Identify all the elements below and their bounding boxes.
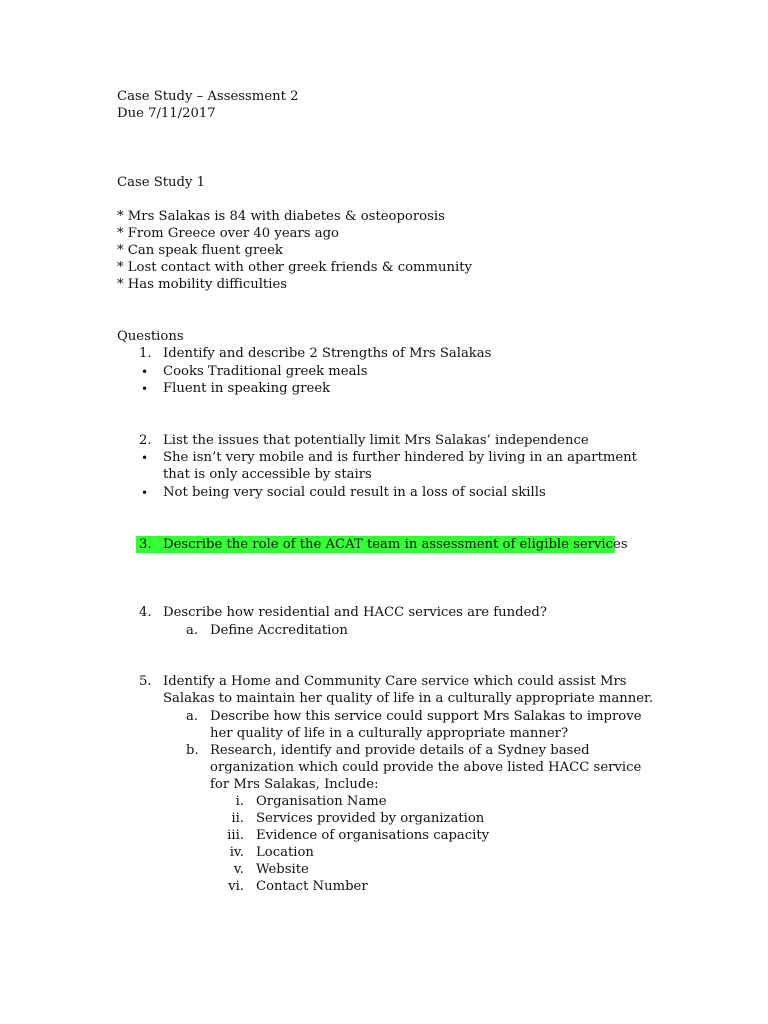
question-text: List the issues that potentially limit Mrs Salakas’ independence — [163, 433, 589, 448]
question-number: 3. — [139, 537, 152, 552]
answer-item: Fluent in speaking greek — [163, 381, 331, 396]
roman-item: Contact Number — [256, 879, 368, 894]
sub-question-text: Define Accreditation — [210, 623, 348, 638]
bullet-icon: • — [141, 382, 149, 396]
sub-question-text: organization which could provide the above listed HACC service — [210, 760, 642, 775]
case-fact: * Can speak fluent greek — [117, 243, 283, 258]
question-text: Identify a Home and Community Care service which could assist Mrs — [163, 674, 627, 689]
question-text: Salakas to maintain her quality of life in a culturally appropriate manner. — [163, 691, 654, 706]
questions-heading: Questions — [117, 329, 184, 344]
case-fact: * Mrs Salakas is 84 with diabetes & osteoporosis — [117, 209, 445, 224]
answer-item-continued: that is only accessible by stairs — [163, 467, 372, 482]
question-text: Identify and describe 2 Strengths of Mrs Salakas — [163, 346, 492, 361]
roman-item: Website — [256, 862, 309, 877]
roman-item: Services provided by organization — [256, 811, 485, 826]
question-number: 4. — [139, 605, 152, 620]
question-number: 1. — [139, 346, 152, 361]
roman-label: i. — [235, 794, 244, 809]
sub-question-label: a. — [186, 623, 199, 638]
answer-item: She isn’t very mobile and is further hindered by living in an apartment — [163, 450, 637, 465]
document-title: Case Study – Assessment 2 — [117, 89, 299, 104]
sub-question-text: Describe how this service could support Mrs Salakas to improve — [210, 709, 642, 724]
question-text-highlighted: Describe the role of the ACAT team in assessment of eligible services — [163, 537, 628, 552]
answer-item: Cooks Traditional greek meals — [163, 364, 368, 379]
bullet-icon: • — [141, 451, 149, 465]
case-study-heading: Case Study 1 — [117, 175, 206, 190]
roman-label: iii. — [227, 828, 244, 843]
question-number: 2. — [139, 433, 152, 448]
sub-question-label: a. — [186, 709, 199, 724]
case-fact: * Has mobility difficulties — [117, 277, 288, 292]
sub-question-text: for Mrs Salakas, Include: — [210, 777, 379, 792]
roman-item: Organisation Name — [256, 794, 387, 809]
sub-question-label: b. — [186, 743, 199, 758]
case-fact: * From Greece over 40 years ago — [117, 226, 339, 241]
roman-item: Location — [256, 845, 314, 860]
roman-label: ii. — [231, 811, 244, 826]
bullet-icon: • — [141, 486, 149, 500]
answer-item: Not being very social could result in a loss of social skills — [163, 485, 546, 500]
roman-item: Evidence of organisations capacity — [256, 828, 490, 843]
sub-question-text: Research, identify and provide details of a Sydney based — [210, 743, 590, 758]
roman-label: vi. — [228, 879, 244, 894]
roman-label: v. — [233, 862, 244, 877]
sub-question-text: her quality of life in a culturally appropriate manner? — [210, 726, 569, 741]
question-text: Describe how residential and HACC services are funded? — [163, 605, 547, 620]
question-number: 5. — [139, 674, 152, 689]
bullet-icon: • — [141, 365, 149, 379]
due-date: Due 7/11/2017 — [117, 106, 216, 121]
roman-label: iv. — [229, 845, 244, 860]
case-fact: * Lost contact with other greek friends & community — [117, 260, 472, 275]
